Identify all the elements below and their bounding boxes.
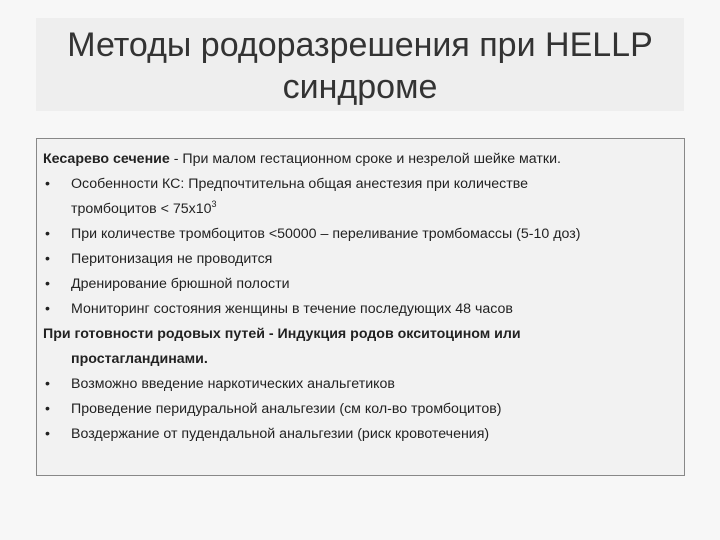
list-item: [43, 272, 678, 297]
induction-heading-line-1: При готовности родовых путей - Индукция родов окситоцином или: [43, 326, 521, 342]
cesarean-text: - При малом гестационном сроке и незрелой шейке матки.: [169, 151, 561, 167]
bullet-icon: •: [45, 426, 50, 442]
title-line-2: синдроме: [282, 68, 438, 106]
induction-heading-continuation: [43, 347, 678, 372]
list-item-text: тромбоцитов < 75х10: [71, 201, 212, 217]
list-item-continuation: [43, 197, 678, 222]
bullet-icon: •: [45, 376, 50, 392]
list-item: [43, 297, 678, 322]
list-item-text: Проведение перидуральной анальгезии (см кол-во тромбоцитов): [71, 401, 502, 417]
induction-heading-line-2: простагландинами.: [71, 351, 208, 367]
content-box: [36, 138, 685, 476]
list-item-text: Возможно введение наркотических анальгетиков: [71, 376, 395, 392]
bullet-icon: •: [45, 251, 50, 267]
slide-title: [36, 18, 684, 111]
list-item-text: Особенности КС: Предпочтительна общая анестезия при количестве: [71, 176, 529, 192]
list-item-text: Дренирование брюшной полости: [71, 276, 290, 292]
list-item: [43, 222, 678, 247]
bullet-icon: •: [45, 176, 50, 192]
list-item: [43, 397, 678, 422]
bullet-icon: •: [45, 401, 50, 417]
list-item: [43, 172, 678, 197]
list-item-text: Перитонизация не проводится: [71, 251, 273, 267]
list-item: [43, 422, 678, 447]
list-item-text: Воздержание от пудендальной анальгезии (риск кровотечения): [71, 426, 490, 442]
cesarean-heading: Кесарево сечение: [43, 151, 170, 167]
list-item-text: Мониторинг состояния женщины в течение последующих 48 часов: [71, 301, 513, 317]
induction-heading: [43, 322, 678, 347]
bullet-icon: •: [45, 301, 50, 317]
superscript: 3: [211, 199, 217, 209]
title-line-1: Методы родоразрешения при HELLP: [67, 26, 653, 64]
bullet-icon: •: [45, 226, 50, 242]
cesarean-line: [43, 147, 678, 172]
list-item: [43, 247, 678, 272]
list-item: [43, 372, 678, 397]
bullet-icon: •: [45, 276, 50, 292]
list-item-text: При количестве тромбоцитов <50000 – переливание тромбомассы (5-10 доз): [71, 226, 581, 242]
